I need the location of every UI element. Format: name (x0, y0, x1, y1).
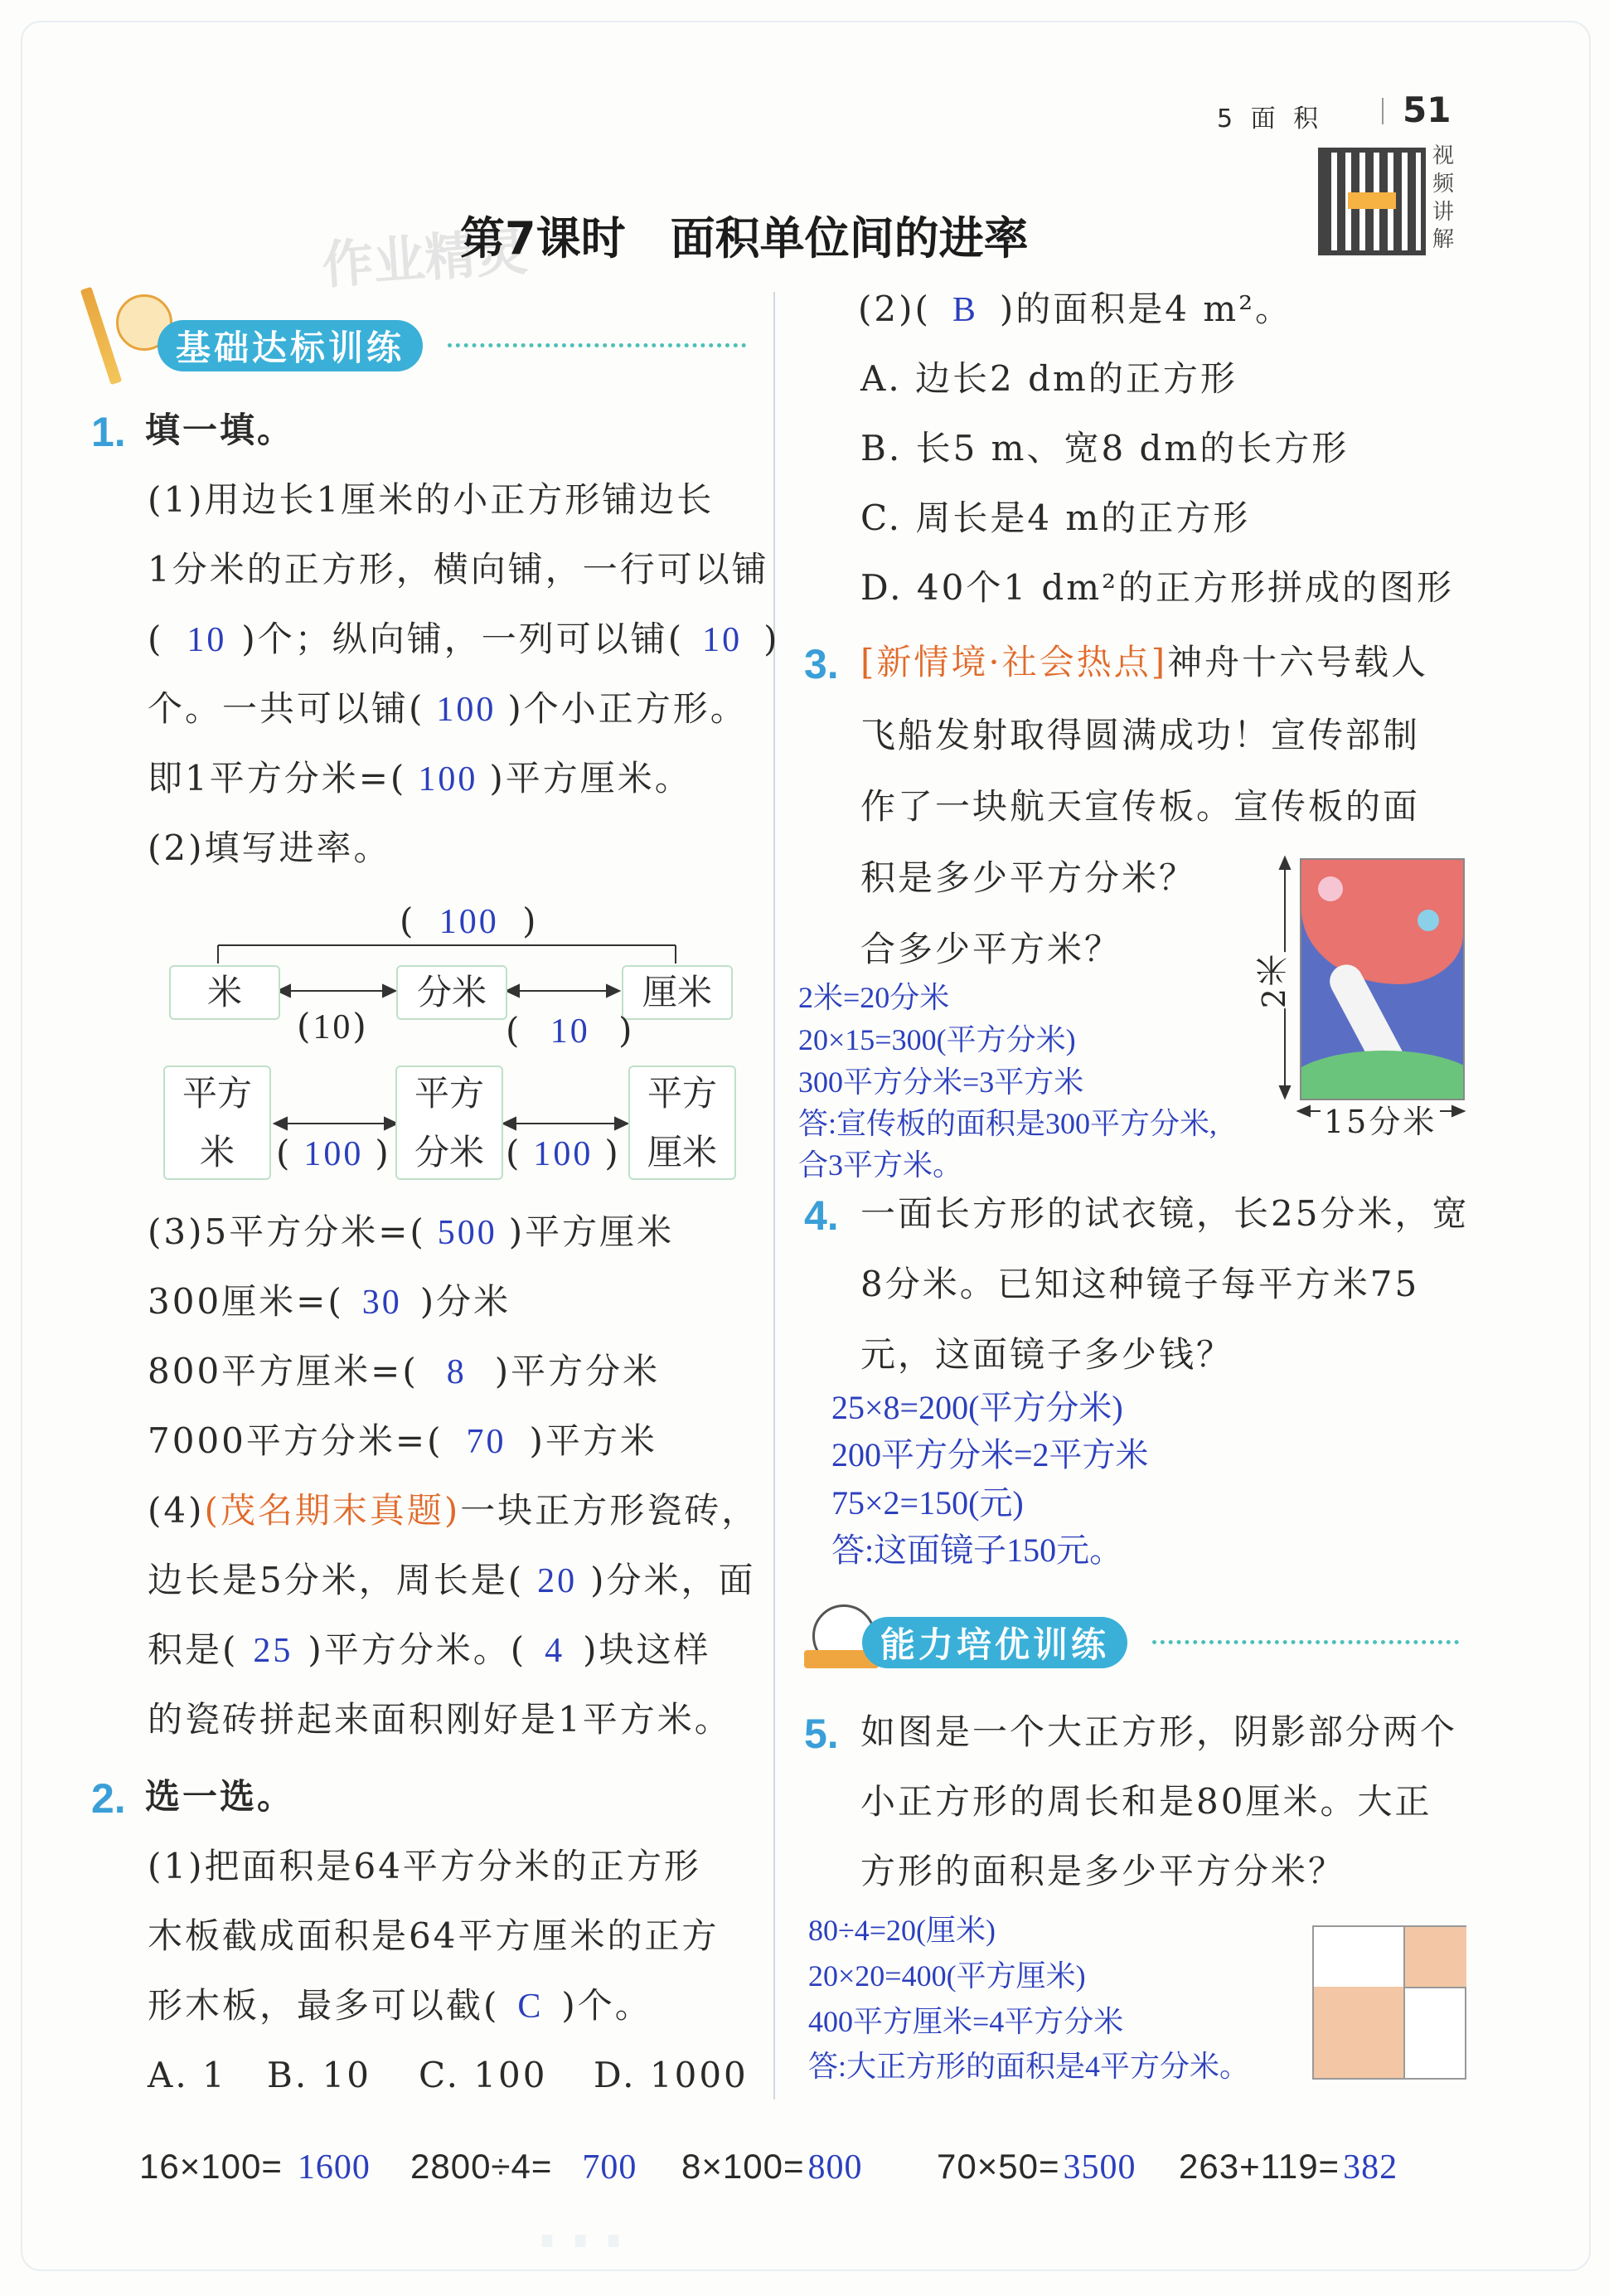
text: (3)5平方分米=( (148, 1211, 426, 1252)
shaded-square-bottom-left (1314, 1987, 1405, 2078)
page-number: 51 (1403, 90, 1451, 130)
answer: 800 (807, 2148, 863, 2187)
q3-number: 3. (804, 641, 839, 687)
label: 厘米 (647, 1132, 717, 1172)
paren-open: ( (148, 619, 164, 659)
label: 平方 (414, 1072, 484, 1114)
chapter-label: 5 面 积 (1217, 104, 1324, 133)
q1-title: 填一填。 (145, 410, 295, 450)
box-mi: 米 (169, 965, 280, 1020)
q3-solution-5: 合3平方米。 (798, 1148, 963, 1182)
text: 个。一共可以铺( (148, 688, 425, 729)
text: )个。 (561, 1985, 652, 2026)
q1-p4-line1: (4)(茂名期末真题)一块正方形瓷砖， (148, 1490, 759, 1531)
answer: 1600 (297, 2148, 371, 2187)
watermark: 作业精灵 (320, 221, 530, 296)
square-figure (1312, 1925, 1466, 2080)
q3-line3: 作了一块航天宣传板。宣传板的面 (860, 786, 1421, 827)
q2-title: 选一选。 (145, 1776, 295, 1817)
footer-watermark: ⋯ (531, 2181, 630, 2296)
q1-p4-line3 (148, 1629, 711, 1670)
q2-p2-option-b: B. 长5 m、宽8 dm的长方形 (860, 428, 1350, 468)
q4-number: 4. (804, 1192, 839, 1239)
answer: 70 (466, 1423, 506, 1461)
footer-item-1 (139, 2149, 371, 2185)
q3-line1 (860, 642, 1429, 682)
answer: C (517, 1988, 544, 2026)
text: 300厘米=( (148, 1281, 344, 1322)
box-pf-fenmi (395, 1065, 503, 1180)
q1-number: 1. (91, 409, 126, 455)
answer: 3500 (1063, 2148, 1136, 2187)
q1-p4-line4: 的瓷砖拼起来面积刚好是1平方米。 (148, 1699, 732, 1740)
answer: 100 (533, 1135, 594, 1173)
box-fenmi: 分米 (396, 965, 507, 1020)
q3-solution-1: 2米=20分米 (798, 981, 950, 1014)
q4-line3: 元，这面镜子多少钱？ (860, 1334, 1234, 1375)
label: 平方 (647, 1072, 717, 1114)
height-label: 2米 (1258, 952, 1295, 1008)
label: 平方 (182, 1072, 252, 1114)
q2-p2-option-c: C. 周长是4 m的正方形 (860, 498, 1251, 538)
q2-option-c: C. 100 (419, 2055, 548, 2095)
q1-p1-line2: 1分米的正方形，横向铺，一行可以铺 (148, 549, 769, 590)
q5-line2: 小正方形的周长和是80厘米。大正 (860, 1781, 1432, 1822)
section-advanced-banner: 能力培优训练 (862, 1617, 1127, 1668)
rate-1: (10) (297, 1006, 369, 1046)
answer: 100 (439, 903, 499, 941)
shaded-square-top-right (1403, 1927, 1466, 1988)
q5-line1: 如图是一个大正方形，阴影部分两个 (860, 1711, 1458, 1752)
q2-p2-option-a: A. 边长2 dm的正方形 (860, 358, 1238, 399)
text: )块这样 (583, 1629, 711, 1670)
q4-solution-3: 75×2=150(元) (831, 1484, 1024, 1522)
q1-p3-line1 (148, 1211, 675, 1252)
q3-line2: 飞船发射取得圆满成功！宣传部制 (860, 715, 1421, 755)
q5-solution-4: 答:大正方形的面积是4平方分米。 (808, 2050, 1250, 2083)
q4-line2: 8分米。已知这种镜子每平方米75 (860, 1264, 1420, 1304)
q2-p2-option-d: D. 40个1 dm²的正方形拼成的图形 (860, 567, 1454, 608)
q5-solution-2: 20×20=400(平方厘米) (808, 1959, 1086, 1993)
q3-solution-3: 300平方分米=3平方米 (798, 1065, 1084, 1099)
question: 16×100= (139, 2147, 283, 2186)
label: 米 (199, 1132, 235, 1172)
text: )平方厘米 (508, 1211, 675, 1252)
q1-p3-line3 (148, 1351, 661, 1391)
q3-line4: 积是多少平方分米？ (860, 857, 1197, 898)
q1-p1-line1: (1)用边长1厘米的小正方形铺边长 (148, 479, 715, 520)
q2-option-b: B. 10 (267, 2055, 372, 2095)
footer-item-2 (410, 2149, 637, 2185)
box-pf-mi (163, 1065, 271, 1180)
q2-option-d: D. 1000 (594, 2055, 749, 2095)
text: 7000平方分米=( (148, 1420, 443, 1461)
q1-p3-line4 (148, 1420, 657, 1461)
text: )的面积是4 m²。 (999, 289, 1293, 329)
box-limi: 厘米 (622, 965, 733, 1020)
section-basic-banner: 基础达标训练 (158, 320, 423, 371)
header-divider (1382, 98, 1384, 124)
text: )个；纵向铺，一列可以铺( (241, 619, 685, 659)
q2-p1-line2: 木板截成面积是64平方厘米的正方 (148, 1915, 720, 1956)
q5-solution-3: 400平方厘米=4平方分米 (808, 2005, 1124, 2038)
question: 2800÷4= (410, 2147, 553, 2186)
answer: B (952, 291, 978, 329)
text: )平方分米。( (308, 1629, 527, 1670)
text: )分米，面 (590, 1560, 756, 1600)
qr-code[interactable] (1318, 148, 1426, 255)
rate-2: ( 10 ) (506, 1010, 635, 1051)
answer: 700 (582, 2148, 637, 2187)
text: )个小正方形。 (507, 688, 748, 729)
footer-item-5 (1179, 2149, 1398, 2185)
answer: 25 (253, 1632, 293, 1670)
section-advanced-dots (1152, 1640, 1459, 1644)
text: 形木板，最多可以截( (148, 1985, 500, 2026)
diag-top-answer: ( 100 ) (400, 900, 539, 941)
answer: 10 (550, 1012, 590, 1051)
q1-p2: (2)填写进率。 (148, 828, 391, 868)
rate-4: ( 100 ) (506, 1133, 621, 1173)
answer-total: 100 (436, 691, 497, 729)
q3-solution-4: 答:宣传板的面积是300平方分米, (798, 1107, 1218, 1140)
text: )平方厘米。 (489, 758, 692, 799)
text: 800平方厘米=( (148, 1351, 419, 1391)
answer: 8 (446, 1353, 467, 1391)
q2-p1-line1: (1)把面积是64平方分米的正方形 (148, 1846, 701, 1886)
answer: 20 (537, 1562, 578, 1600)
text: 神舟十六号载人 (1167, 642, 1429, 682)
source-tag: [新情境·社会热点] (860, 642, 1168, 682)
q4-solution-2: 200平方分米=2平方米 (831, 1436, 1149, 1473)
answer: 100 (303, 1135, 364, 1173)
text: )分米 (419, 1281, 511, 1322)
question: 70×50= (937, 2147, 1060, 2186)
answer-col: 10 (702, 621, 743, 659)
answer: 10 (313, 1008, 353, 1046)
text: )平方分米 (494, 1351, 661, 1391)
qr-label: 视频讲解 (1432, 143, 1455, 253)
box-pf-limi (628, 1065, 736, 1180)
q2-option-a: A. 1 (148, 2055, 227, 2095)
q5-line3: 方形的面积是多少平方分米？ (860, 1851, 1346, 1891)
footer-item-3 (681, 2149, 863, 2185)
rate-3: ( 100 ) (276, 1133, 391, 1173)
answer: 382 (1343, 2148, 1398, 2187)
q3-solution-2: 20×15=300(平方分米) (798, 1023, 1076, 1056)
text: 即1平方分米=( (148, 758, 407, 799)
q5-number: 5. (804, 1711, 839, 1757)
label: 分米 (414, 1132, 484, 1172)
text: 边长是5分米，周长是( (148, 1560, 525, 1600)
answer: 30 (361, 1284, 402, 1322)
text: )平方米 (529, 1420, 657, 1461)
text: (2)( (858, 289, 931, 329)
q5-solution-1: 80÷4=20(厘米) (808, 1914, 996, 1947)
q1-p4-line2 (148, 1560, 756, 1600)
text: 积是( (148, 1629, 239, 1670)
q4-line1: 一面长方形的试衣镜，长25分米，宽 (860, 1193, 1470, 1234)
answer: 500 (437, 1214, 497, 1252)
question: 8×100= (681, 2147, 805, 2186)
q2-p1-line3 (148, 1985, 652, 2026)
text: 一块正方形瓷砖， (460, 1490, 759, 1531)
q2-number: 2. (91, 1775, 126, 1822)
q4-solution-1: 25×8=200(平方分米) (831, 1389, 1123, 1426)
source-tag: (茂名期末真题) (204, 1490, 461, 1531)
footer-item-4 (937, 2149, 1136, 2185)
q1-p3-line2 (148, 1281, 511, 1322)
q4-solution-4: 答:这面镜子150元。 (831, 1531, 1123, 1569)
paren-close: ) (763, 619, 780, 659)
answer-row: 10 (187, 621, 227, 659)
q3-line5: 合多少平方米？ (860, 929, 1122, 969)
q2-p2 (858, 289, 1293, 329)
width-label: 15分米 (1321, 1106, 1440, 1138)
lesson-title: 第7课时 面积单位间的进率 (460, 212, 1029, 265)
answer: 4 (545, 1632, 565, 1670)
question: 263+119= (1179, 2147, 1340, 2186)
answer-eq: 100 (418, 760, 478, 799)
